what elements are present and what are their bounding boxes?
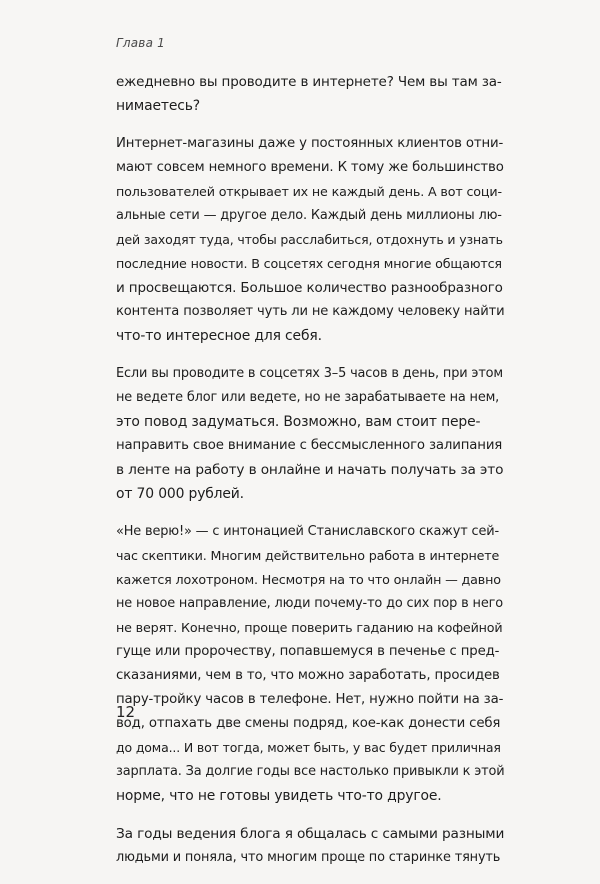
text-line: гуще или пророчеству, попавшемуся в печенье с пред- [116,644,500,659]
text-line: это повод задуматься. Возможно, вам стоит пере- [116,414,481,430]
page-number: 12 [116,703,136,721]
text-line: пользователей открывает их не каждый день. А вот соци- [116,184,502,199]
text-line: «Не верю!» — с интонацией Станиславского скажут сей- [116,524,500,539]
body-text [116,70,504,884]
text-line: Интернет-магазины даже у постоянных клиентов отни- [116,136,504,151]
running-head: Глава 1 [116,36,165,50]
text-line: пару-тройку часов в телефоне. Нет, нужно пойти на за- [116,692,504,707]
text-line: кажется лохотроном. Несмотря на то что онлайн — давно [116,572,501,587]
text-line: сказаниями, чем в то, что можно заработать, просидев [116,668,500,683]
text-line: норме, что не готовы увидеть что-то другое. [116,788,442,804]
text-line: не новое направление, люди почему-то до сих пор в него [116,596,503,611]
text-line: вод, отпахать две смены подряд, кое-как донести себя [116,716,501,731]
text-line: За годы ведения блога я общалась с самыми разными [116,826,505,842]
text-line: до дома... И вот тогда, может быть, у вас будет приличная [116,740,501,755]
paragraph [116,362,504,506]
text-line: направить свое внимание с бессмысленного залипания [116,438,503,453]
text-line: не верят. Конечно, проще поверить гаданию на кофейной [116,620,503,635]
paragraph [116,132,504,348]
text-line: людьми и поняла, что многим проще по старинке тянуть [116,850,501,865]
text-line: от 70 000 рублей. [116,486,244,502]
text-line: час скептики. Многим действительно работа в интернете [116,548,500,563]
text-line: мают совсем немного времени. К тому же большинство [116,160,504,175]
text-line: последние новости. В соцсетях сегодня многие общаются [116,256,502,271]
text-line: альные сети — другое дело. Каждый день миллионы лю- [116,208,502,223]
text-line: в ленте на работу в онлайне и начать получать за это [116,462,504,478]
text-line: нимаетесь? [116,98,200,114]
paragraph [116,520,504,808]
text-line: Если вы проводите в соцсетях 3–5 часов в день, при этом [116,366,503,381]
paragraph [116,70,504,118]
paragraph [116,822,504,870]
text-line: зарплата. За долгие годы все настолько привыкли к этой [116,764,505,779]
text-line: не ведете блог или ведете, но не зарабатываете на нем, [116,390,500,405]
text-line: что-то интересное для себя. [116,328,322,344]
text-line: контента позволяет чуть ли не каждому человеку найти [116,304,505,319]
text-line: ежедневно вы проводите в интернете? Чем вы там за- [116,74,502,90]
text-line: и просвещаются. Большое количество разнообразного [116,280,503,296]
text-line: дей заходят туда, чтобы расслабиться, отдохнуть и узнать [116,232,503,247]
